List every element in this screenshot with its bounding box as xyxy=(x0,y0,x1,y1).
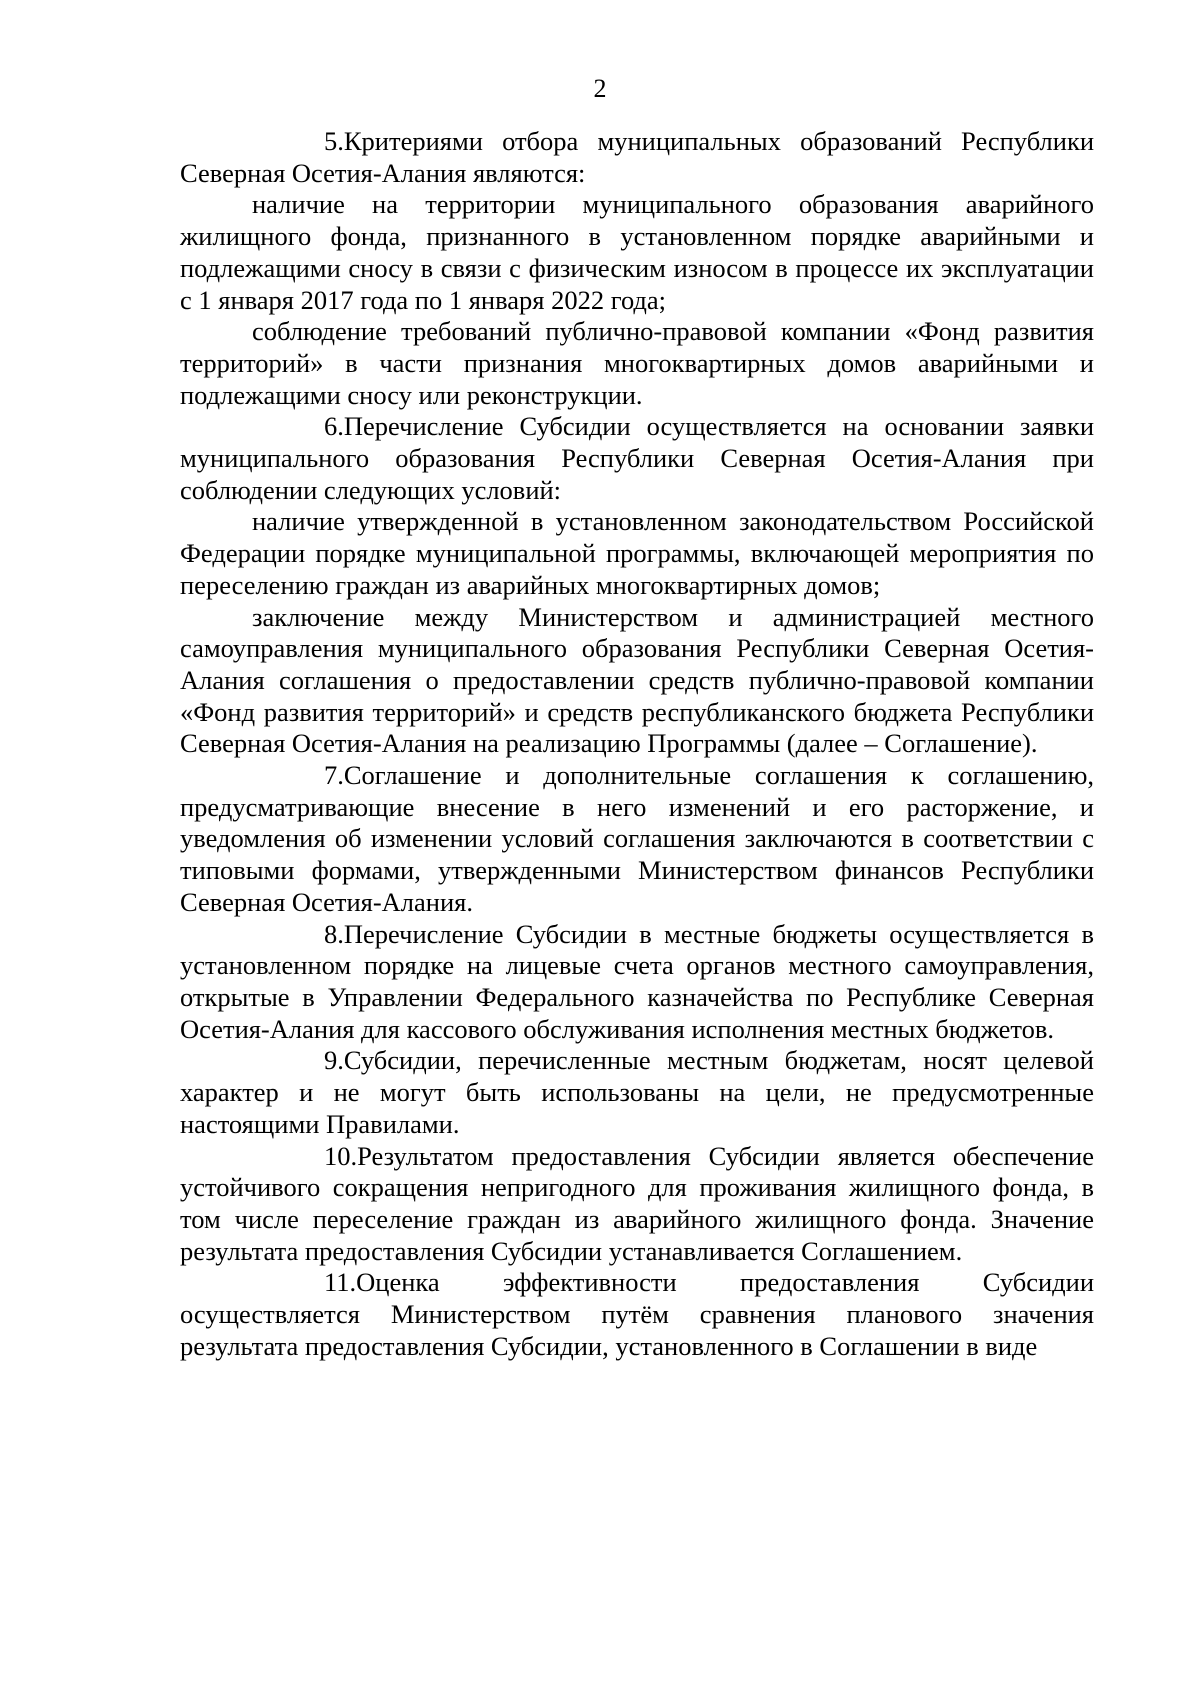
paragraph-text: Оценка эффективности предоставления Субсидии осуществляется Министерством путём сравнения планового значения результата предоставления Субсидии, установленного в Соглашении в виде xyxy=(180,1267,1094,1361)
paragraph-condition-municipal-program xyxy=(180,506,1094,601)
paragraph-text: Субсидии, перечисленные местным бюджетам, носят целевой характер и не могут быть использованы на цели, не предусмотренные настоящими Правилами. xyxy=(180,1045,1094,1139)
paragraph-criterion-fund-requirements xyxy=(180,316,1094,411)
paragraph-number: 9. xyxy=(324,1045,344,1076)
paragraph-number: 6. xyxy=(324,411,344,442)
paragraph-number: 7. xyxy=(324,760,344,791)
paragraph-7 xyxy=(180,760,1094,919)
paragraph-text: Результатом предоставления Субсидии является обеспечение устойчивого сокращения непригодного для проживания жилищного фонда, в том числе переселение граждан из аварийного жилищного фонда. Значение результата предоставления Субсидии устанавливается Соглашением. xyxy=(180,1140,1094,1266)
paragraph-criterion-emergency-housing xyxy=(180,189,1094,316)
paragraph-text: Соглашение и дополнительные соглашения к соглашению, предусматривающие внесение в него изменений и его расторжение, и уведомления об изменении условий соглашения заключаются в соответствии с типовыми формами, утвержденными Министерством финансов Республики Северная Осетия-Алания. xyxy=(180,760,1094,917)
paragraph-9 xyxy=(180,1045,1094,1140)
paragraph-6 xyxy=(180,411,1094,506)
document-body xyxy=(180,126,1094,1362)
page-number: 2 xyxy=(593,74,607,103)
paragraph-number: 8. xyxy=(324,918,344,949)
paragraph-text: соблюдение требований публично-правовой компании «Фонд развития территорий» в части признания многоквартирных домов аварийными и подлежащими сносу или реконструкции. xyxy=(180,316,1094,410)
paragraph-number: 11. xyxy=(324,1267,357,1298)
paragraph-10 xyxy=(180,1141,1094,1268)
paragraph-text: Критериями отбора муниципальных образований Республики Северная Осетия-Алания являются: xyxy=(180,126,1094,188)
paragraph-5 xyxy=(180,126,1094,189)
paragraph-number: 5. xyxy=(324,126,344,156)
paragraph-11 xyxy=(180,1267,1094,1362)
paragraph-8 xyxy=(180,919,1094,1046)
paragraph-text: наличие на территории муниципального образования аварийного жилищного фонда, признанного в установленном порядке аварийными и подлежащими сносу в связи с физическим износом в процессе их эксплуатации с 1 января 2017 года по 1 января 2022 года; xyxy=(180,189,1094,315)
paragraph-text: Перечисление Субсидии в местные бюджеты осуществляется в установленном порядке на лицевые счета органов местного самоуправления, открытые в Управлении Федерального казначейства по Республике Северная Осетия-Алания для кассового обслуживания исполнения местных бюджетов. xyxy=(180,918,1094,1044)
paragraph-text: заключение между Министерством и администрацией местного самоуправления муниципального образования Республики Северная Осетия-Алания соглашения о предоставлении средств публично-правовой компании «Фонд развития территорий» и средств республиканского бюджета Республики Северная Осетия-Алания на реализацию Программы (далее – Соглашение). xyxy=(180,601,1094,759)
paragraph-condition-agreement xyxy=(180,602,1094,761)
paragraph-number: 10. xyxy=(324,1140,358,1171)
paragraph-text: наличие утвержденной в установленном законодательством Российской Федерации порядке муниципальной программы, включающей мероприятия по переселению граждан из аварийных многоквартирных домов; xyxy=(180,506,1094,600)
paragraph-text: Перечисление Субсидии осуществляется на основании заявки муниципального образования Республики Северная Осетия-Алания при соблюдении следующих условий: xyxy=(180,411,1094,505)
